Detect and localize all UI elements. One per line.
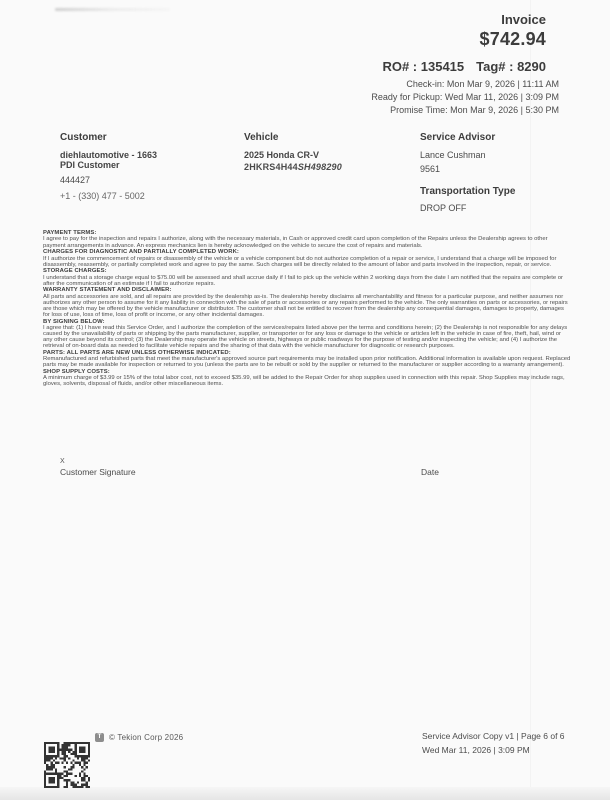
terms-section-shop-supply [43, 369, 571, 388]
invoice-title: Invoice [501, 12, 546, 27]
terms-heading: CHARGES FOR DIAGNOSTIC AND PARTIALLY COMPLETED WORK: [43, 249, 239, 256]
ready-for-pickup-time: Ready for Pickup: Wed Mar 11, 2026 | 3:09 PM [371, 92, 559, 102]
terms-section-diagnostic-charges [43, 249, 571, 268]
terms-section-storage-charges [43, 268, 571, 287]
terms-body: All parts and accessories are sold, and all repairs are provided by the dealership as-is. The dealership hereby disclaims all merchantability and fitness for a particular purpose, and neither assumes nor authorizes any other person to assume for it any liability in connection with the sale of parts or accessories or any repairs performed to the vehicle. The only warranties on parts or accessories, or repairs are those which may be offered by the vehicle manufacturer or distributor. The customer shall not be entitled to recover from the dealership any consequential damages, damages to property, damages for loss of use, loss of time, loss of profit or income, or any other incidental damages. [43, 293, 568, 318]
invoice-total-amount: $742.94 [479, 29, 546, 49]
terms-heading: WARRANTY STATEMENT AND DISCLAIMER: [43, 287, 172, 294]
terms-heading: SHOP SUPPLY COSTS: [43, 368, 110, 375]
terms-heading: PAYMENT TERMS: [43, 230, 97, 236]
copyright-text: © Tekion Corp 2026 [109, 733, 184, 742]
qr-code [44, 741, 90, 789]
vin-suffix: SH498290 [297, 162, 342, 172]
customer-section [60, 133, 230, 202]
invoice-header [371, 12, 559, 117]
tekion-logo-icon: T [95, 733, 104, 742]
terms-body: A minimum charge of $3.99 or 15% of the total labor cost, not to exceed $35.99, will be added to the Repair Order for shop supplies used in connection with this repair. Shop Supplies may include rags, gloves, solvents, disposal of fluids, and/or other miscellaneous items. [43, 375, 565, 388]
service-advisor-section [420, 133, 580, 214]
transportation-type-label: Transportation Type [420, 185, 516, 197]
vehicle-vin [244, 162, 414, 173]
promise-time: Promise Time: Mon Mar 9, 2026 | 5:30 PM [390, 105, 559, 115]
vehicle-label: Vehicle [244, 132, 279, 143]
terms-section-payment [43, 230, 571, 249]
terms-body: Remanufactured and refurbished parts that meet the manufacturer's approved source part requirements may be installed upon prior notification. Additional information is available upon request. Replaced parts may be made available for inspection or returned to you (unless the parts are to be rebuilt or sold by the supplier or returned to the manufacturer or supplier according to a warranty arrangement). [43, 356, 571, 369]
terms-body: I understand that a storage charge equal to $75.00 will be assessed and shall accrue daily if I fail to pick up the vehicle within 2 working days from the date I am notified that the repairs are complete or after the communication of an estimate if I fail to authorize repairs. [43, 274, 563, 287]
vehicle-model: 2025 Honda CR-V [244, 149, 320, 160]
footer-print-info [422, 730, 565, 757]
customer-name: diehlautomotive - 1663 [60, 149, 158, 160]
terms-heading: STORAGE CHARGES: [43, 268, 107, 275]
customer-type: PDI Customer [60, 160, 120, 170]
terms-body: I agree that: (1) I have read this Service Order, and I authorize the completion of the services/repairs listed above per the terms and conditions herein; (2) the Dealership is not responsible for any delays caused by the unavailability of parts or shipping by the parts manufacturer, supplier, or transporter or for any loss or damage to the vehicle or articles left in the vehicle in case of fire, theft, hail, wind or any other cause beyond its control; (3) the Dealership may operate the vehicle on streets, highways or public roadways for the purpose of testing and/or inspecting the vehicle; and (4) I authorize the retrieval of on-board data as needed to facilitate vehicle repairs and the sharing of that data with the vehicle manufacturer for diagnostic or research purposes. [43, 324, 568, 350]
terms-heading: PARTS: ALL PARTS ARE NEW UNLESS OTHERWISE INDICATED: [43, 349, 231, 356]
scan-smudge-artifact [55, 8, 170, 11]
copy-version-page-info: Service Advisor Copy v1 | Page 6 of 6 [422, 731, 565, 741]
service-advisor-label: Service Advisor [420, 132, 496, 143]
terms-body: I agree to pay for the inspection and repairs I authorize, along with the necessary materials, in Cash or approved credit card upon completion of the Repairs unless the Dealership agrees to other payment arrangements in advance. An express mechanics lien is hereby acknowledged on the vehicle to secure the cost of repairs and materials. [43, 236, 548, 249]
paper-bottom-edge [0, 787, 610, 800]
customer-phone: +1 - (330) 477 - 5002 [60, 191, 145, 201]
ro-number: RO# : 135415 [382, 59, 465, 74]
terms-body: If I authorize the commencement of repairs or disassembly of the vehicle or a vehicle component but do not authorize completion of a repair or service, I understand that a charge will be imposed for disassembly, reassembly, or partially completed work and agree to pay the same. Such charges will be directly related to the amount of labor and parts involved in the inspection, repair, or service. [43, 255, 557, 268]
scan-fold-line-artifact [530, 0, 531, 800]
check-in-time: Check-in: Mon Mar 9, 2026 | 11:11 AM [406, 79, 559, 89]
tag-number: Tag# : 8290 [476, 59, 546, 74]
date-label: Date [421, 467, 439, 477]
customer-id: 444427 [60, 174, 91, 185]
terms-section-parts [43, 350, 571, 369]
transportation-type-value: DROP OFF [420, 203, 467, 213]
terms-section-by-signing-below [43, 319, 571, 350]
printed-timestamp: Wed Mar 11, 2026 | 3:09 PM [422, 744, 530, 755]
service-advisor-name: Lance Cushman [420, 149, 486, 160]
ro-tag-line [371, 59, 559, 75]
customer-label: Customer [60, 132, 107, 143]
vin-prefix: 2HKRS4H44 [244, 162, 298, 172]
customer-signature-label: Customer Signature [60, 467, 136, 477]
terms-and-conditions [43, 230, 571, 388]
terms-heading: BY SIGNING BELOW: [43, 318, 105, 325]
signature-x-mark: X [60, 458, 65, 465]
timestamps [371, 78, 559, 117]
service-advisor-number: 9561 [420, 164, 441, 174]
vehicle-section [244, 133, 414, 173]
terms-section-warranty [43, 287, 571, 318]
